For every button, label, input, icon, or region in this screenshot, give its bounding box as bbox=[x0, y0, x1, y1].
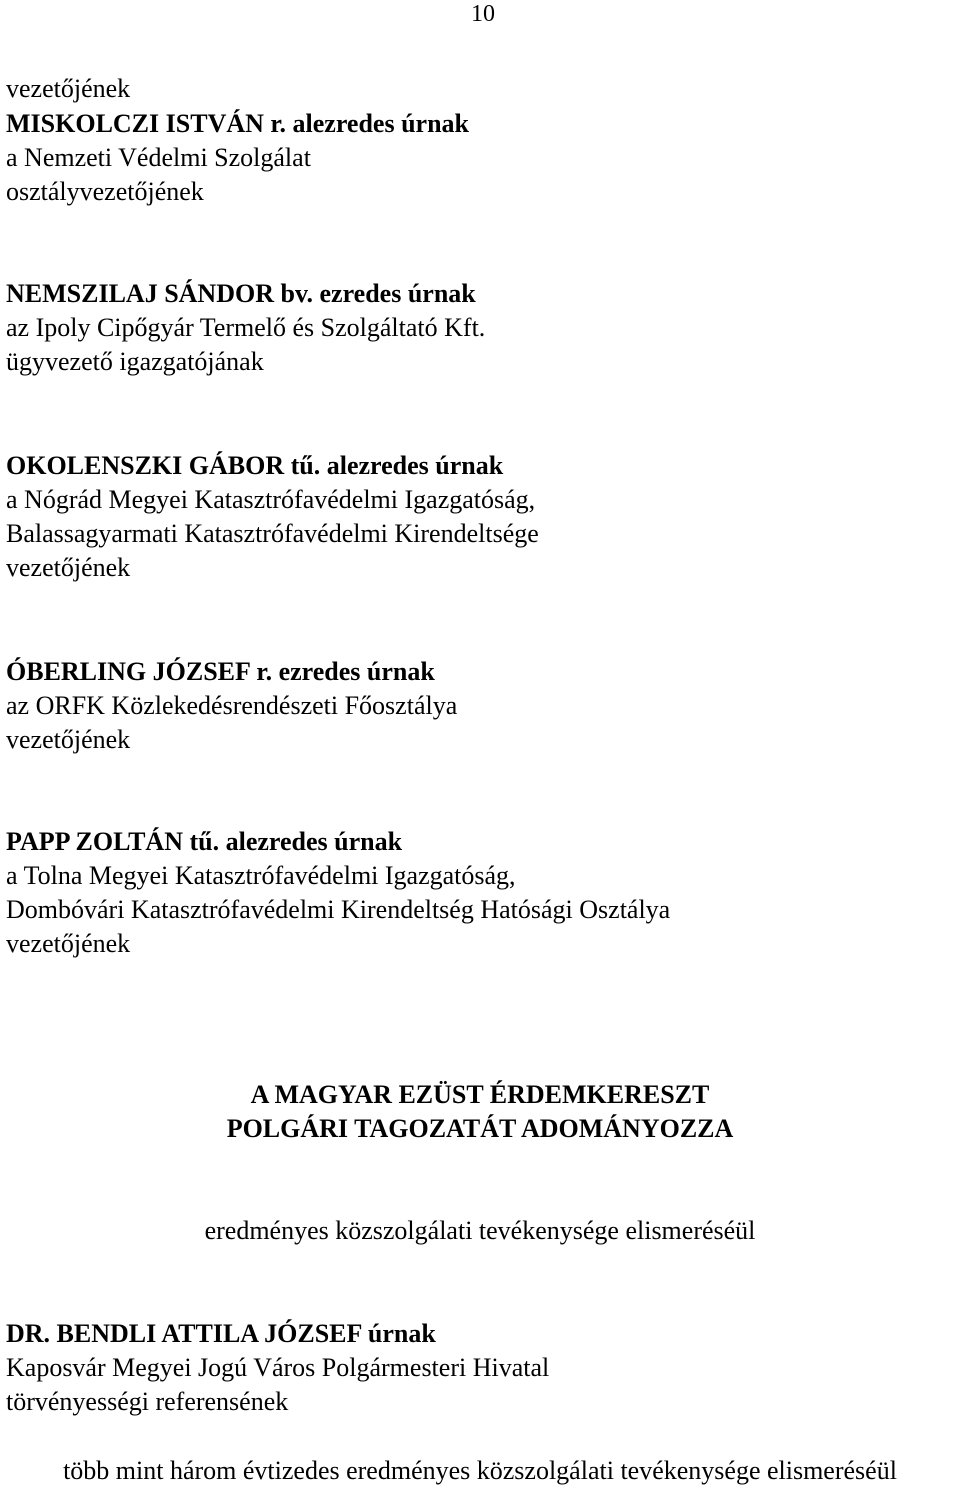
award-reason: eredményes közszolgálati tevékenysége elismeréséül bbox=[204, 1216, 756, 1245]
award-title: POLGÁRI TAGOZATÁT ADOMÁNYOZZA bbox=[226, 1114, 734, 1143]
recipient-name: OKOLENSZKI GÁBOR tű. alezredes úrnak bbox=[6, 451, 504, 480]
recipient-name: ÓBERLING JÓZSEF r. ezredes úrnak bbox=[6, 657, 435, 686]
position-line: vezetőjének bbox=[6, 553, 131, 582]
position-line: az ORFK Közlekedésrendészeti Főosztálya bbox=[6, 691, 458, 720]
page-number: 10 bbox=[471, 1, 495, 27]
award-title: A MAGYAR EZÜST ÉRDEMKERESZT bbox=[250, 1080, 710, 1109]
position-line: vezetőjének bbox=[6, 74, 131, 103]
recipient-name: PAPP ZOLTÁN tű. alezredes úrnak bbox=[6, 827, 403, 856]
position-line: vezetőjének bbox=[6, 725, 131, 754]
position-line: törvényességi referensének bbox=[6, 1387, 289, 1416]
position-line: a Nógrád Megyei Katasztrófavédelmi Igazgatóság, bbox=[6, 485, 536, 514]
position-line: osztályvezetőjének bbox=[6, 177, 204, 206]
recipient-name: DR. BENDLI ATTILA JÓZSEF úrnak bbox=[6, 1319, 436, 1348]
award-reason: több mint három évtizedes eredményes közszolgálati tevékenysége elismeréséül bbox=[63, 1456, 897, 1485]
position-line: a Tolna Megyei Katasztrófavédelmi Igazgatóság, bbox=[6, 861, 516, 890]
recipient-name: MISKOLCZI ISTVÁN r. alezredes úrnak bbox=[6, 109, 469, 138]
position-line: Kaposvár Megyei Jogú Város Polgármesteri Hivatal bbox=[6, 1353, 550, 1382]
position-line: vezetőjének bbox=[6, 929, 131, 958]
position-line: az Ipoly Cipőgyár Termelő és Szolgáltató Kft. bbox=[6, 313, 486, 342]
position-line: a Nemzeti Védelmi Szolgálat bbox=[6, 143, 311, 172]
recipient-name: NEMSZILAJ SÁNDOR bv. ezredes úrnak bbox=[6, 279, 476, 308]
position-line: Balassagyarmati Katasztrófavédelmi Kirendeltsége bbox=[6, 519, 539, 548]
position-line: Dombóvári Katasztrófavédelmi Kirendeltség Hatósági Osztálya bbox=[6, 895, 671, 924]
position-line: ügyvezető igazgatójának bbox=[6, 347, 264, 376]
